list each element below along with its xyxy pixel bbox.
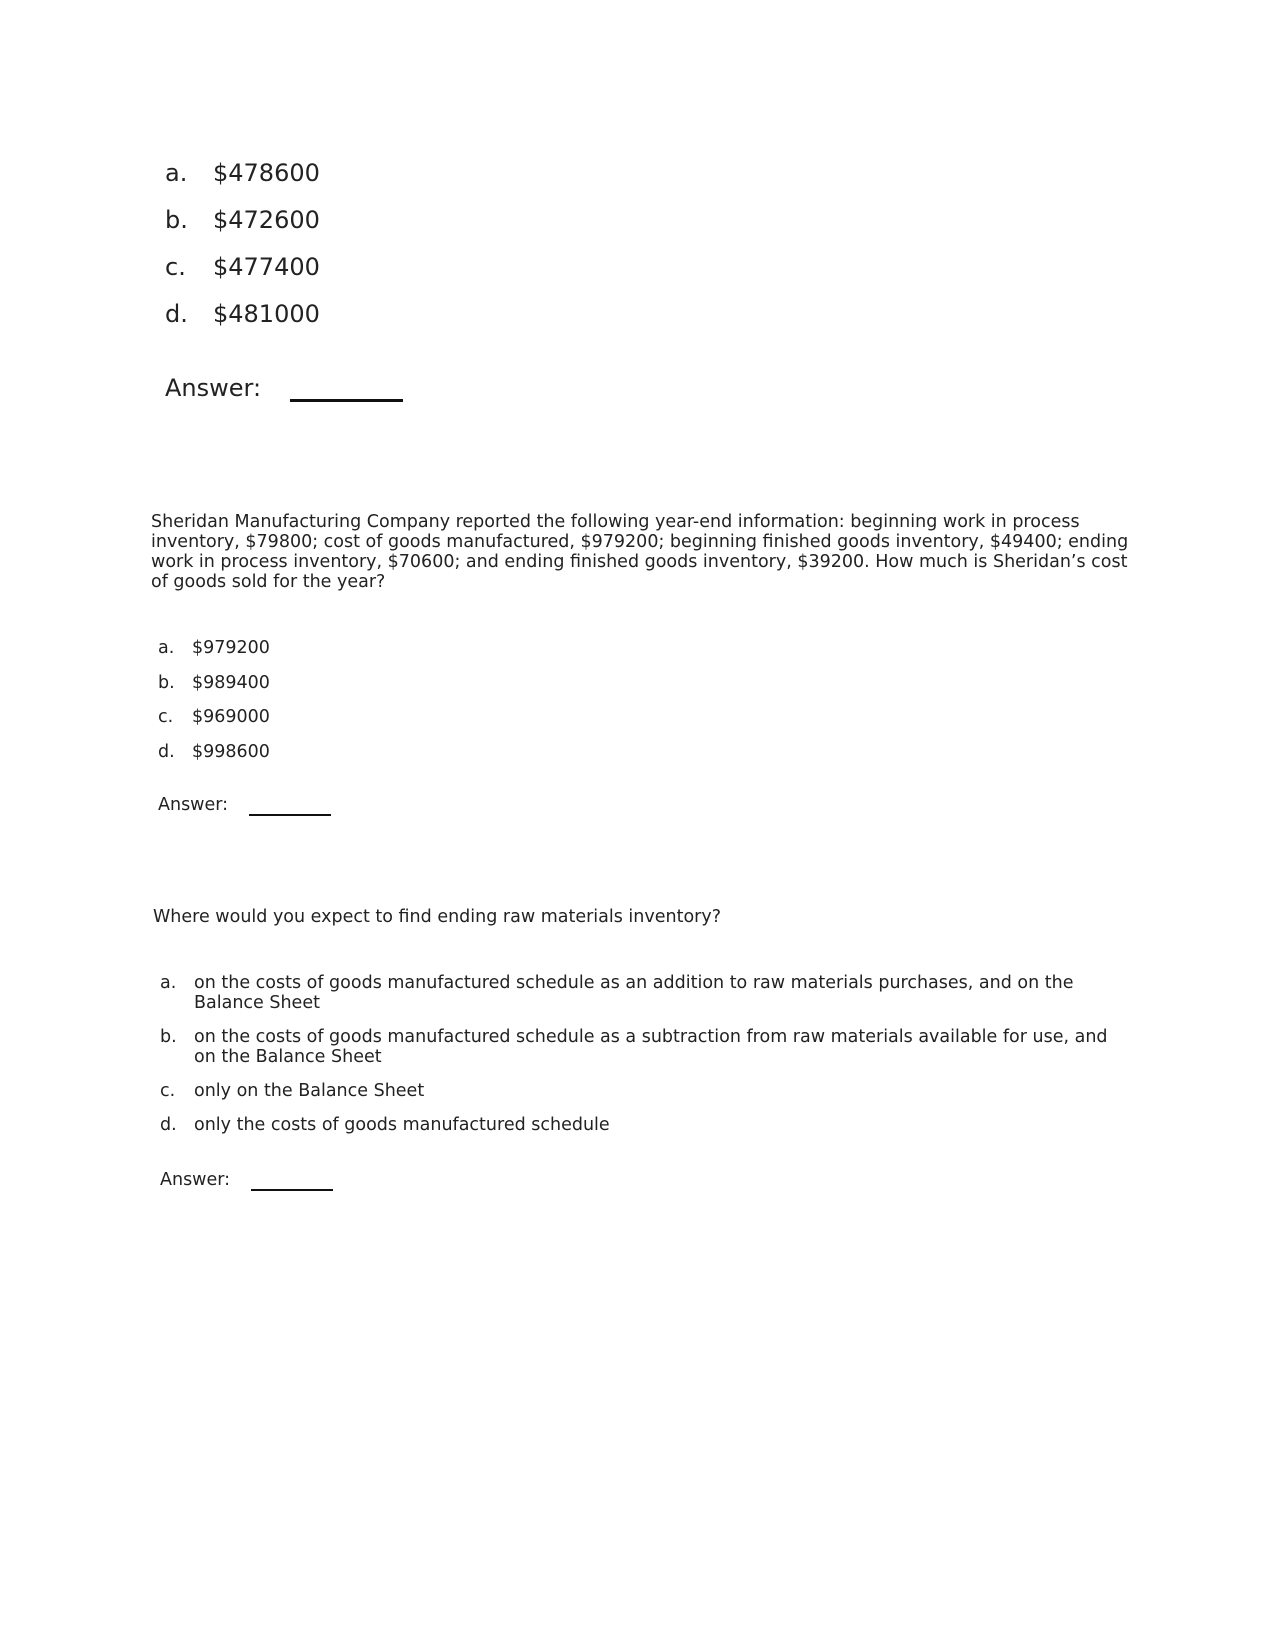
- option-text: only the costs of goods manufactured schedule: [194, 1115, 610, 1135]
- answer-label: Answer:: [165, 374, 262, 402]
- option-letter: d.: [165, 300, 188, 328]
- option-text: $989400: [192, 672, 270, 693]
- option-text: on the costs of goods manufactured schedule as an addition to raw materials purchases, and on the Balance Sheet: [194, 973, 1074, 1013]
- option-b[interactable]: [158, 672, 270, 707]
- option-letter: d.: [158, 741, 175, 762]
- option-c[interactable]: [160, 1081, 1120, 1101]
- option-c[interactable]: [165, 252, 403, 299]
- question-3-options: [160, 973, 1120, 1149]
- answer-blank[interactable]: [249, 814, 331, 816]
- option-letter: c.: [160, 1081, 176, 1101]
- option-letter: b.: [165, 206, 188, 234]
- answer-label: Answer:: [160, 1170, 231, 1190]
- option-text: $478600: [213, 159, 320, 187]
- option-d[interactable]: [165, 299, 403, 346]
- option-letter: a.: [165, 159, 188, 187]
- option-b[interactable]: [160, 1027, 1120, 1067]
- option-c[interactable]: [158, 706, 270, 741]
- option-a[interactable]: [158, 637, 270, 672]
- option-letter: c.: [165, 253, 186, 281]
- option-text: $979200: [192, 638, 270, 658]
- option-letter: b.: [160, 1027, 177, 1047]
- option-text: $481000: [213, 300, 320, 328]
- answer-row: [160, 1169, 333, 1191]
- option-a[interactable]: [165, 158, 403, 205]
- answer-row: [158, 794, 331, 816]
- answer-label: Answer:: [158, 795, 229, 815]
- option-text: only on the Balance Sheet: [194, 1081, 425, 1101]
- question-1-options: [165, 158, 403, 403]
- option-d[interactable]: [160, 1115, 1120, 1135]
- option-letter: c.: [158, 707, 174, 727]
- answer-blank[interactable]: [251, 1189, 333, 1191]
- option-letter: a.: [158, 638, 175, 658]
- option-letter: a.: [160, 973, 177, 993]
- question-2-stem: Sheridan Manufacturing Company reported the following year-end information: beginning work in process inventory, $79800; cost of goods manufactured, $979200; beginning finished goods inventory, $49400; ending work in process inventory, $70600; and ending finished goods inventory, $39200. How much is Sheridan’s cost of goods sold for the year?: [151, 512, 1129, 592]
- option-b[interactable]: [165, 205, 403, 252]
- option-text: $998600: [192, 741, 270, 762]
- answer-blank[interactable]: [290, 399, 403, 402]
- option-letter: b.: [158, 672, 175, 693]
- option-text: $969000: [192, 707, 270, 727]
- option-d[interactable]: [158, 741, 270, 776]
- option-letter: d.: [160, 1115, 177, 1135]
- question-3-stem: Where would you expect to find ending raw materials inventory?: [153, 907, 721, 927]
- option-text: $472600: [213, 206, 320, 234]
- answer-row: [165, 373, 403, 403]
- option-a[interactable]: [160, 973, 1120, 1013]
- option-text: on the costs of goods manufactured schedule as a subtraction from raw materials available for use, and on the Balance Sheet: [194, 1027, 1108, 1067]
- option-text: $477400: [213, 253, 320, 281]
- question-2-options: [158, 637, 270, 775]
